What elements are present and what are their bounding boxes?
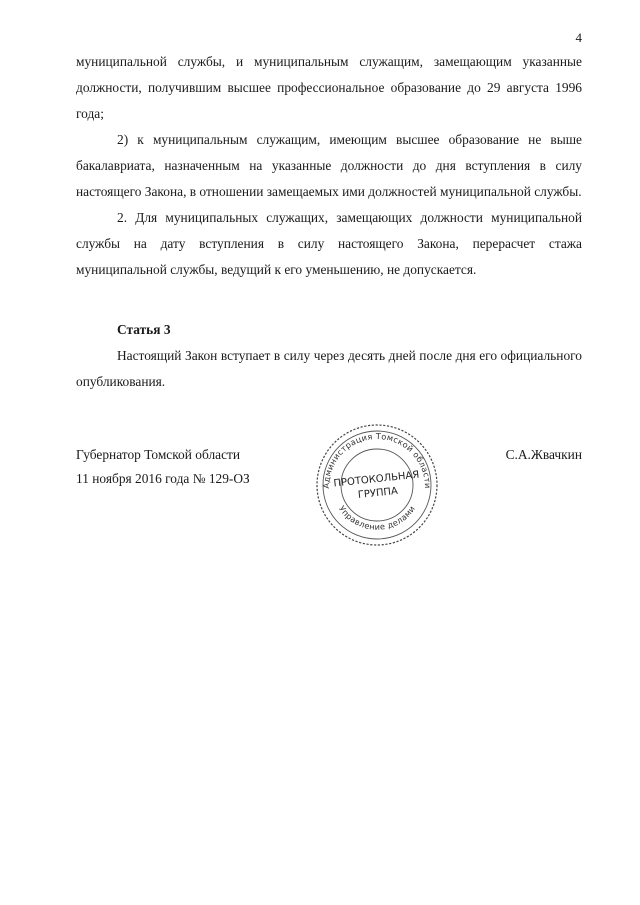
stamp-center-line2: ГРУППА [357, 485, 399, 502]
paragraph-item-2: 2) к муниципальным служащим, имеющим высшее образование не выше бакалавриата, назначенным на указанные должности до дня вступления в силу настоящего Закона, в отношении замещаемых ими должностей муниципальной службы. [76, 132, 582, 199]
law-date-number: 11 ноября 2016 года № 129-ОЗ [76, 471, 250, 486]
article-3-text [76, 343, 582, 395]
stamp-center-line1: ПРОТОКОЛЬНАЯ [333, 469, 420, 490]
stamp-top-text: Администрация Томской области [320, 430, 434, 489]
signatory-position: Губернатор Томской области [76, 447, 241, 462]
official-stamp [312, 420, 442, 550]
paragraph-clause-2: 2. Для муниципальных служащих, замещающих должности муниципальной службы на дату вступления в силу настоящего Закона, перерасчет стажа муниципальной службы, ведущий к его уменьшению, не допускается. [76, 210, 582, 277]
page-number: 4 [575, 30, 582, 45]
article-3-paragraph: Настоящий Закон вступает в силу через десять дней после дня его официального опубликования. [76, 348, 582, 389]
stamp-bottom-text: Управление делами [336, 503, 418, 532]
article-3-heading: Статья 3 [117, 322, 171, 337]
paragraph-continuation: муниципальной службы, и муниципальным служащим, замещающим указанные должности, получившим высшее профессиональное образование до 29 августа 1996 года; [76, 54, 582, 121]
body-text [76, 49, 582, 283]
signatory-name: С.А.Жвачкин [505, 447, 582, 462]
